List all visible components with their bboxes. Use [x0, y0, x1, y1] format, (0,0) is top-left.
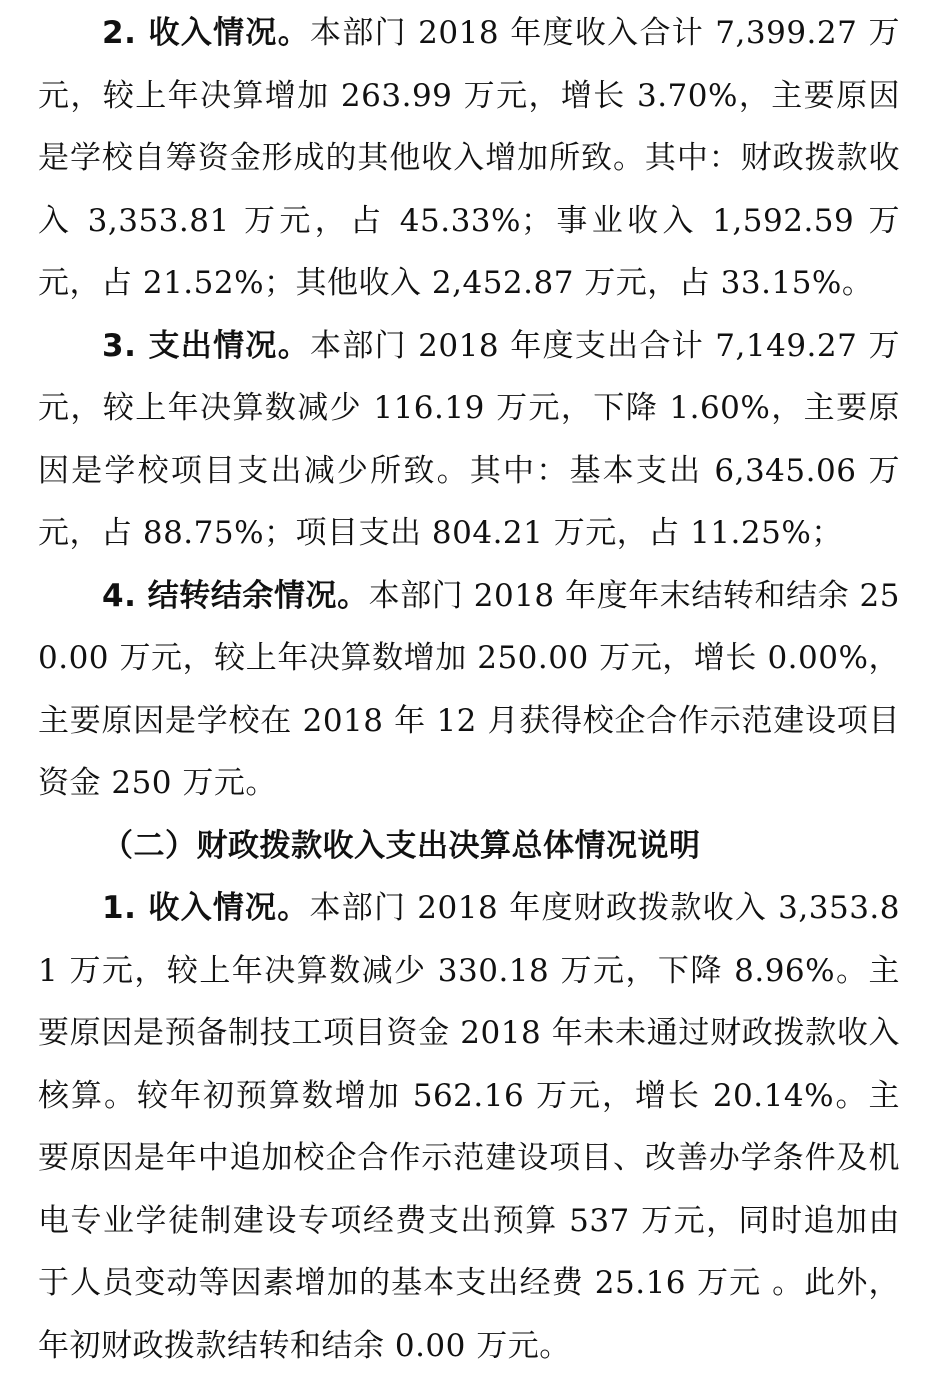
paragraph-fiscal-income — [38, 877, 900, 1377]
paragraph-lead: 3. 支出情况。 — [102, 327, 311, 364]
paragraph-carryover — [38, 565, 900, 815]
section-heading: （二）财政拨款收入支出决算总体情况说明 — [102, 827, 701, 864]
paragraph-expenditure — [38, 315, 900, 565]
paragraph-body: 本部门 2018 年度支出合计 7,149.27 万元，较上年决算数减少 116.19 万元，下降 1.60%，主要原因是学校项目支出减少所致。其中：基本支出 6,345.06 万元，占 88.75%；项目支出 804.21 万元，占 11.25%； — [38, 327, 901, 551]
paragraph-income — [38, 2, 900, 315]
paragraph-lead: 4. 结转结余情况。 — [102, 577, 369, 614]
paragraph-lead: 1. 收入情况。 — [102, 890, 310, 926]
paragraph-body: 本部门 2018 年度财政拨款收入 3,353.81 万元，较上年决算数减少 330.18 万元，下降 8.96%。主要原因是预备制技工项目资金 2018 年未未通过财政拨款收入核算。较年初预算数增加 562.16 万元，增长 20.14%。主要原因是年中追加校企合作示范建设项目、改善办学条件及机电专业学徒制建设专项经费支出预算 537 万元，同时追加由于人员变动等因素增加的基本支出经费 25.16 万元 。此外，年初财政拨款结转和结余 0.00 万元。 — [38, 890, 900, 1364]
paragraph-lead: 2. 收入情况。 — [102, 15, 311, 51]
paragraph-body: 本部门 2018 年度收入合计 7,399.27 万元，较上年决算增加 263.99 万元，增长 3.70%，主要原因是学校自筹资金形成的其他收入增加所致。其中：财政拨款收入 3,353.81 万元，占 45.33%；事业收入 1,592.59 万元，占 21.52%；其他收入 2,452.87 万元，占 33.15%。 — [38, 15, 901, 301]
paragraph-body: 本部门 2018 年度年末结转和结余 250.00 万元，较上年决算数增加 250.00 万元，增长 0.00%，主要原因是学校在 2018 年 12 月获得校企合作示范建设项目资金 250 万元。 — [38, 577, 901, 801]
document-page — [38, 2, 900, 1377]
